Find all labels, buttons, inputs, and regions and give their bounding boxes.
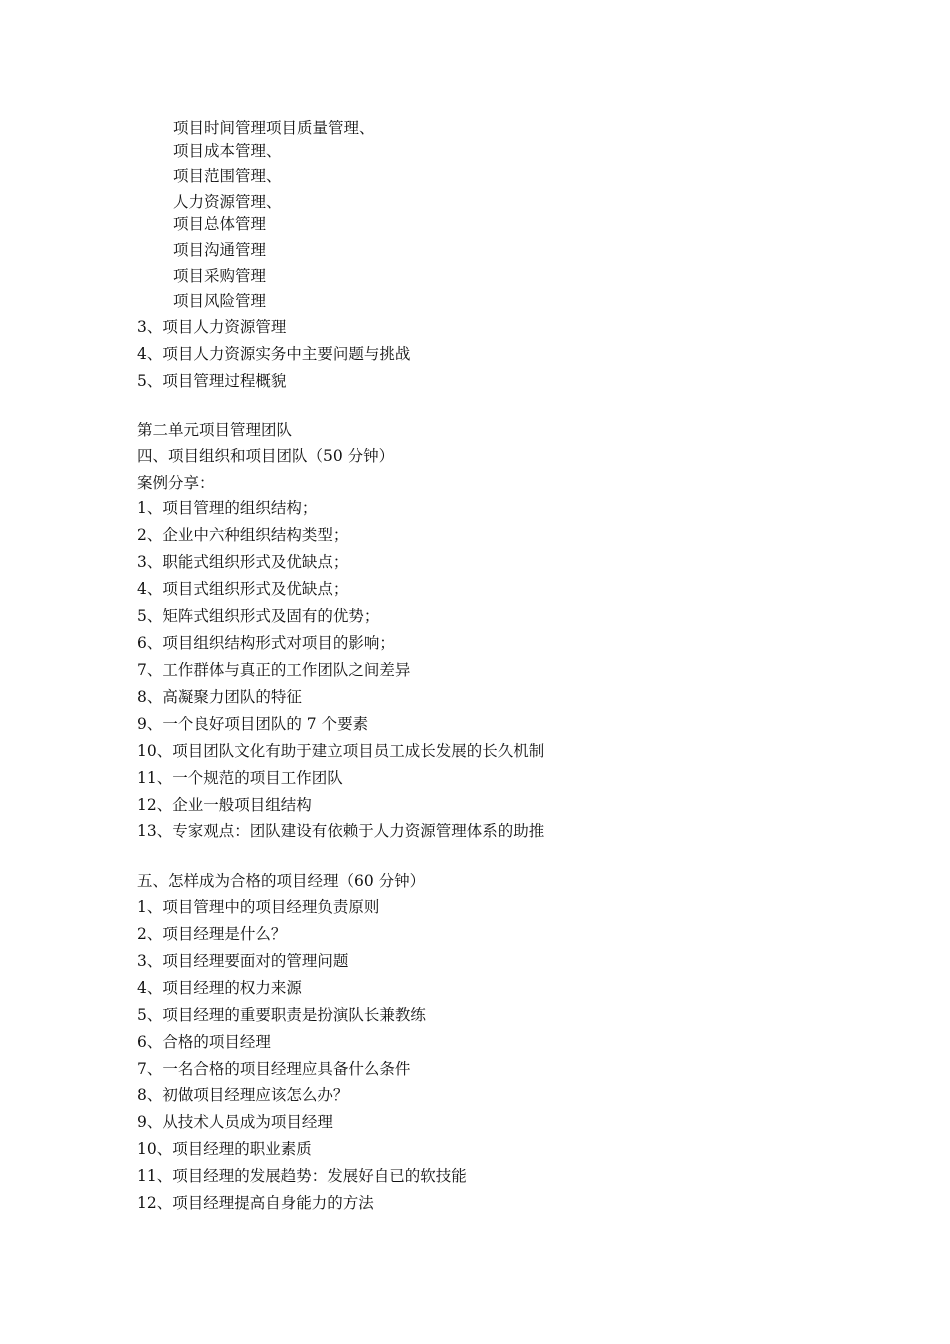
list-item: 3、项目人力资源管理: [137, 318, 287, 336]
indented-line: 项目范围管理、: [173, 167, 282, 185]
list-item: 11、项目经理的发展趋势：发展好自已的软技能: [137, 1167, 467, 1185]
list-item: 7、工作群体与真正的工作团队之间差异: [137, 661, 411, 679]
list-item: 6、合格的项目经理: [137, 1033, 271, 1051]
list-item: 1、项目管理中的项目经理负责原则: [137, 898, 380, 916]
list-item: 4、项目人力资源实务中主要问题与挑战: [137, 345, 411, 363]
list-item: 5、项目经理的重要职责是扮演队长兼教练: [137, 1006, 426, 1024]
list-item: 8、高凝聚力团队的特征: [137, 688, 302, 706]
list-item: 1、项目管理的组织结构；: [137, 499, 318, 517]
list-item: 13、专家观点：团队建设有依赖于人力资源管理体系的助推: [137, 822, 545, 840]
list-item: 5、矩阵式组织形式及固有的优势；: [137, 607, 380, 625]
list-item: 8、初做项目经理应该怎么办？: [137, 1086, 349, 1104]
indented-line: 项目时间管理项目质量管理、: [173, 119, 375, 137]
list-item: 4、项目式组织形式及优缺点；: [137, 580, 349, 598]
list-item: 2、企业中六种组织结构类型；: [137, 526, 349, 544]
list-item: 10、项目经理的职业素质: [137, 1140, 312, 1158]
list-item: 9、一个良好项目团队的 7 个要素: [137, 715, 369, 733]
list-item: 2、项目经理是什么？: [137, 925, 287, 943]
list-item: 5、项目管理过程概貌: [137, 372, 287, 390]
case-label: 案例分享：: [137, 474, 215, 492]
indented-line: 项目风险管理: [173, 292, 267, 310]
list-item: 3、职能式组织形式及优缺点；: [137, 553, 349, 571]
indented-line: 人力资源管理、: [173, 193, 282, 211]
section-heading: 四、项目组织和项目团队（50 分钟）: [137, 447, 395, 465]
list-item: 4、项目经理的权力来源: [137, 979, 302, 997]
list-item: 9、从技术人员成为项目经理: [137, 1113, 333, 1131]
list-item: 12、企业一般项目组结构: [137, 796, 312, 814]
list-item: 11、一个规范的项目工作团队: [137, 769, 343, 787]
section-heading: 五、怎样成为合格的项目经理（60 分钟）: [137, 872, 426, 890]
list-item: 7、一名合格的项目经理应具备什么条件: [137, 1060, 411, 1078]
list-item: 6、项目组织结构形式对项目的影响；: [137, 634, 395, 652]
list-item: 3、项目经理要面对的管理问题: [137, 952, 349, 970]
list-item: 10、项目团队文化有助于建立项目员工成长发展的长久机制: [137, 742, 545, 760]
indented-line: 项目沟通管理: [173, 241, 267, 259]
unit-title: 第二单元项目管理团队: [137, 421, 293, 439]
list-item: 12、项目经理提高自身能力的方法: [137, 1194, 374, 1212]
indented-line: 项目成本管理、: [173, 142, 282, 160]
indented-line: 项目总体管理: [173, 215, 267, 233]
indented-line: 项目采购管理: [173, 267, 267, 285]
